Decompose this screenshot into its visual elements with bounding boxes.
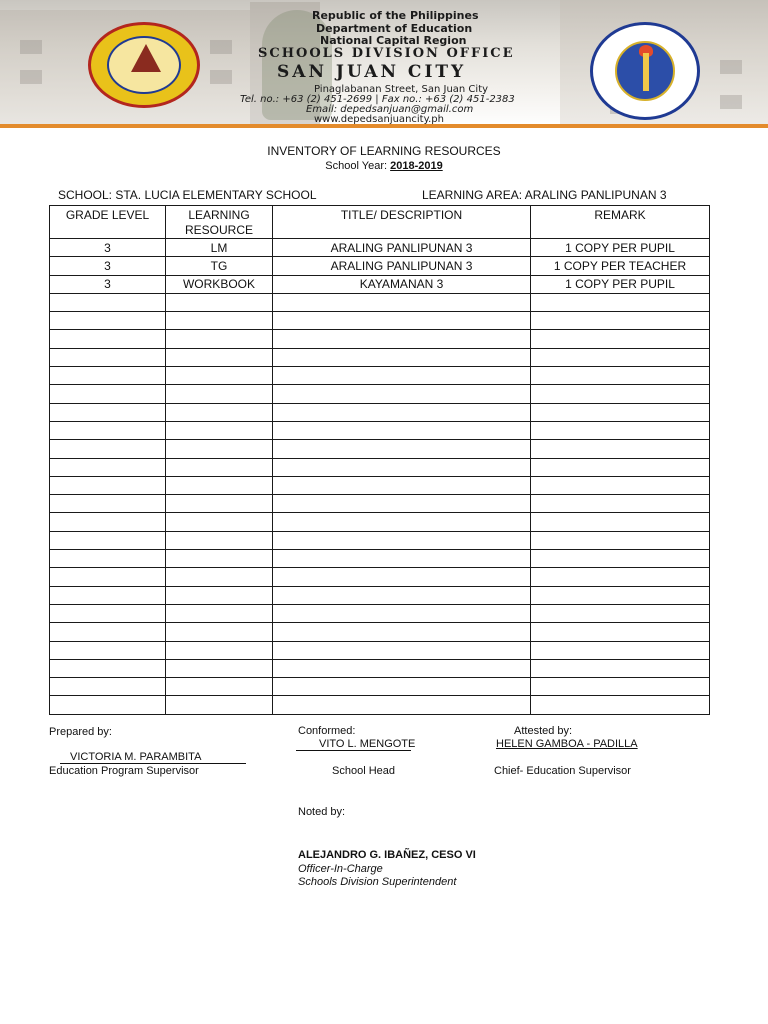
header-grade-level: GRADE LEVEL [50, 206, 166, 239]
cell-learning-resource [166, 458, 273, 476]
table-row [50, 678, 710, 696]
cell-title-description [273, 421, 531, 439]
cell-title-description [273, 476, 531, 494]
cell-remark [531, 641, 710, 659]
cell-grade-level: 3 [50, 275, 166, 293]
cell-learning-resource: WORKBOOK [166, 275, 273, 293]
cell-title-description [273, 623, 531, 641]
cell-grade-level [50, 330, 166, 348]
torch-icon [643, 53, 649, 91]
header-title-description: TITLE/ DESCRIPTION [273, 206, 531, 239]
table-row [50, 275, 710, 293]
cell-title-description [273, 312, 531, 330]
cell-grade-level [50, 659, 166, 677]
cell-learning-resource [166, 641, 273, 659]
cell-remark [531, 403, 710, 421]
email-line: Email: depedsanjuan@gmail.com [306, 104, 474, 115]
cell-title-description [273, 641, 531, 659]
learning-area: LEARNING AREA: ARALING PANLIPUNAN 3 [422, 188, 667, 202]
cell-grade-level: 3 [50, 239, 166, 257]
cell-remark [531, 385, 710, 403]
cell-learning-resource [166, 586, 273, 604]
cell-title-description [273, 531, 531, 549]
seal-emblem [615, 41, 675, 101]
cell-remark: 1 COPY PER TEACHER [531, 257, 710, 275]
cell-learning-resource [166, 495, 273, 513]
table-row [50, 330, 710, 348]
cell-remark [531, 495, 710, 513]
cell-grade-level [50, 458, 166, 476]
cell-learning-resource [166, 330, 273, 348]
cell-title-description: KAYAMANAN 3 [273, 275, 531, 293]
table-row [50, 659, 710, 677]
cell-learning-resource [166, 659, 273, 677]
seal-triangle-icon [131, 44, 161, 72]
cell-remark [531, 568, 710, 586]
cell-remark [531, 293, 710, 311]
cell-grade-level [50, 476, 166, 494]
signature-line [60, 763, 246, 764]
cell-remark [531, 367, 710, 385]
cell-remark [531, 458, 710, 476]
cell-grade-level: 3 [50, 257, 166, 275]
cell-title-description [273, 458, 531, 476]
cell-remark [531, 440, 710, 458]
table-row [50, 348, 710, 366]
cell-grade-level [50, 678, 166, 696]
cell-title-description [273, 385, 531, 403]
cell-learning-resource: LM [166, 239, 273, 257]
seal-emblem [107, 36, 181, 94]
table-row [50, 440, 710, 458]
table-row [50, 495, 710, 513]
cell-grade-level [50, 348, 166, 366]
cell-remark: 1 COPY PER PUPIL [531, 239, 710, 257]
cell-remark [531, 623, 710, 641]
table-row [50, 421, 710, 439]
building-window [210, 40, 232, 54]
cell-learning-resource [166, 403, 273, 421]
cell-grade-level [50, 550, 166, 568]
school-name: SCHOOL: STA. LUCIA ELEMENTARY SCHOOL [58, 188, 317, 202]
table-row [50, 476, 710, 494]
cell-learning-resource [166, 531, 273, 549]
letterhead-banner [0, 0, 768, 128]
cell-remark [531, 330, 710, 348]
cell-title-description [273, 367, 531, 385]
cell-title-description [273, 678, 531, 696]
cell-learning-resource [166, 385, 273, 403]
cell-grade-level [50, 440, 166, 458]
cell-grade-level [50, 513, 166, 531]
cell-remark [531, 476, 710, 494]
cell-learning-resource [166, 513, 273, 531]
table-row [50, 641, 710, 659]
cell-learning-resource [166, 476, 273, 494]
cell-remark [531, 604, 710, 622]
cell-learning-resource [166, 421, 273, 439]
conformed-name: VITO L. MENGOTE [319, 738, 416, 750]
attested-title: Chief- Education Supervisor [494, 765, 631, 777]
cell-title-description [273, 330, 531, 348]
website-line: www.depedsanjuancity.ph [314, 114, 444, 125]
cell-learning-resource [166, 348, 273, 366]
cell-learning-resource [166, 678, 273, 696]
header-learning-resource: LEARNING RESOURCE [166, 206, 273, 239]
building-window [720, 95, 742, 109]
cell-remark [531, 586, 710, 604]
cell-title-description [273, 604, 531, 622]
cell-grade-level [50, 293, 166, 311]
table-row [50, 531, 710, 549]
cell-learning-resource [166, 440, 273, 458]
cell-remark [531, 696, 710, 714]
cell-grade-level [50, 421, 166, 439]
cell-grade-level [50, 403, 166, 421]
table-row [50, 604, 710, 622]
noted-by-position: Schools Division Superintendent [298, 876, 457, 888]
cell-title-description [273, 293, 531, 311]
building-window [720, 60, 742, 74]
region-line: National Capital Region [320, 34, 467, 47]
cell-grade-level [50, 367, 166, 385]
cell-title-description [273, 659, 531, 677]
cell-learning-resource [166, 568, 273, 586]
table-header-row [50, 206, 710, 239]
cell-remark [531, 312, 710, 330]
signature-line [296, 750, 411, 751]
department-line: Department of Education [316, 22, 473, 35]
deped-seal [590, 22, 700, 120]
cell-learning-resource [166, 550, 273, 568]
cell-remark [531, 659, 710, 677]
document-title: INVENTORY OF LEARNING RESOURCES [267, 144, 501, 158]
school-year-label: School Year: [325, 160, 391, 172]
table-row [50, 293, 710, 311]
telephone-fax: Tel. no.: +63 (2) 451-2699 | Fax no.: +63 (2) 451-2383 [240, 94, 515, 105]
cell-remark [531, 513, 710, 531]
table-row [50, 458, 710, 476]
cell-learning-resource [166, 293, 273, 311]
cell-title-description [273, 586, 531, 604]
table-row [50, 696, 710, 714]
cell-remark [531, 421, 710, 439]
cell-remark [531, 348, 710, 366]
office-name: SCHOOLS DIVISION OFFICE [258, 46, 515, 61]
cell-grade-level [50, 385, 166, 403]
school-year-value: 2018-2019 [390, 160, 443, 172]
table-row [50, 586, 710, 604]
cell-learning-resource [166, 604, 273, 622]
city-name: SAN JUAN CITY [277, 62, 467, 82]
republic-line: Republic of the Philippines [312, 9, 479, 22]
cell-grade-level [50, 495, 166, 513]
building-window [20, 70, 42, 84]
cell-grade-level [50, 312, 166, 330]
cell-grade-level [50, 531, 166, 549]
noted-by-label: Noted by: [298, 806, 346, 818]
cell-remark [531, 531, 710, 549]
cell-title-description: ARALING PANLIPUNAN 3 [273, 239, 531, 257]
table-row [50, 367, 710, 385]
table-row [50, 550, 710, 568]
cell-remark [531, 550, 710, 568]
cell-title-description [273, 696, 531, 714]
cell-learning-resource [166, 367, 273, 385]
conformed-label: Conformed: [298, 725, 356, 737]
prepared-by-name: VICTORIA M. PARAMBITA [70, 751, 202, 763]
cell-grade-level [50, 641, 166, 659]
san-juan-division-seal [88, 22, 200, 108]
cell-learning-resource: TG [166, 257, 273, 275]
table-row [50, 568, 710, 586]
cell-title-description [273, 495, 531, 513]
table-row [50, 403, 710, 421]
cell-remark: 1 COPY PER PUPIL [531, 275, 710, 293]
table-row [50, 239, 710, 257]
cell-title-description [273, 348, 531, 366]
cell-remark [531, 678, 710, 696]
attested-name: HELEN GAMBOA - PADILLA [496, 738, 638, 750]
noted-by-name: ALEJANDRO G. IBAÑEZ, CESO VI [298, 849, 476, 861]
header-remark: REMARK [531, 206, 710, 239]
prepared-by-title: Education Program Supervisor [49, 765, 199, 777]
cell-title-description [273, 440, 531, 458]
building-window [210, 70, 232, 84]
cell-grade-level [50, 568, 166, 586]
building-window [20, 40, 42, 54]
table-row [50, 385, 710, 403]
cell-title-description [273, 568, 531, 586]
attested-label: Attested by: [514, 725, 573, 737]
noted-by-title: Officer-In-Charge [298, 863, 383, 875]
cell-learning-resource [166, 623, 273, 641]
school-year [0, 160, 768, 172]
street-address: Pinaglabanan Street, San Juan City [314, 84, 489, 95]
conformed-title: School Head [332, 765, 395, 777]
cell-grade-level [50, 623, 166, 641]
cell-learning-resource [166, 696, 273, 714]
cell-grade-level [50, 604, 166, 622]
cell-title-description [273, 403, 531, 421]
table-row [50, 312, 710, 330]
cell-title-description [273, 550, 531, 568]
cell-title-description [273, 513, 531, 531]
table-row [50, 513, 710, 531]
table-row [50, 623, 710, 641]
cell-grade-level [50, 586, 166, 604]
prepared-by-label: Prepared by: [49, 726, 112, 738]
cell-title-description: ARALING PANLIPUNAN 3 [273, 257, 531, 275]
cell-grade-level [50, 696, 166, 714]
cell-learning-resource [166, 312, 273, 330]
inventory-table [49, 205, 710, 715]
table-row [50, 257, 710, 275]
